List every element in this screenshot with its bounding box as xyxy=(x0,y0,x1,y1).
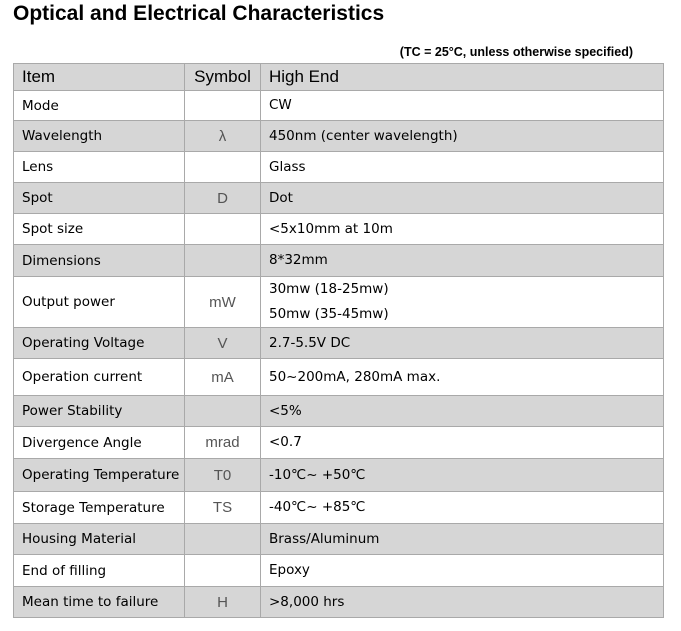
cell-symbol: λ xyxy=(185,121,261,152)
table-row xyxy=(14,492,664,524)
cell-symbol xyxy=(185,214,261,245)
table-row xyxy=(14,427,664,459)
cell-symbol: T0 xyxy=(185,459,261,492)
cell-value-line: <5x10mm at 10m xyxy=(269,220,393,237)
cell-symbol: V xyxy=(185,328,261,359)
table-row xyxy=(14,524,664,555)
cell-value xyxy=(261,152,664,183)
cell-value xyxy=(261,427,664,459)
cell-value-line: Glass xyxy=(269,158,306,175)
cell-value-line: Dot xyxy=(269,189,293,206)
cell-value xyxy=(261,359,664,396)
cell-item: End of filling xyxy=(14,555,185,587)
table-row xyxy=(14,459,664,492)
table-row xyxy=(14,152,664,183)
cell-symbol xyxy=(185,524,261,555)
cell-symbol: mA xyxy=(185,359,261,396)
cell-symbol xyxy=(185,91,261,121)
cell-value xyxy=(261,587,664,618)
cell-symbol xyxy=(185,152,261,183)
cell-item: Spot xyxy=(14,183,185,214)
cell-value xyxy=(261,555,664,587)
table-row xyxy=(14,214,664,245)
table-row xyxy=(14,555,664,587)
cell-item: Dimensions xyxy=(14,245,185,277)
cell-value-line: >8,000 hrs xyxy=(269,593,345,610)
cell-item: Operating Temperature xyxy=(14,459,185,492)
cell-item: Power Stability xyxy=(14,396,185,427)
cell-symbol: D xyxy=(185,183,261,214)
cell-value-line: <5% xyxy=(269,402,302,419)
cell-item: Mode xyxy=(14,91,185,121)
cell-value-line: 50~200mA, 280mA max. xyxy=(269,368,441,385)
cell-item: Wavelength xyxy=(14,121,185,152)
cell-item: Operating Voltage xyxy=(14,328,185,359)
cell-symbol xyxy=(185,245,261,277)
table-row xyxy=(14,277,664,328)
table-row xyxy=(14,245,664,277)
cell-item: Lens xyxy=(14,152,185,183)
table-body xyxy=(14,91,664,618)
cell-value-line: Epoxy xyxy=(269,562,310,578)
header-symbol: Symbol xyxy=(185,64,261,91)
cell-item: Mean time to failure xyxy=(14,587,185,618)
header-item: Item xyxy=(14,64,185,91)
cell-value-line: 50mw (35-45mw) xyxy=(269,306,389,322)
cell-value-line: 2.7-5.5V DC xyxy=(269,334,351,351)
cell-value xyxy=(261,492,664,524)
cell-item: Operation current xyxy=(14,359,185,396)
header-value: High End xyxy=(261,64,664,91)
cell-value xyxy=(261,91,664,121)
cell-value-line: 450nm (center wavelength) xyxy=(269,127,458,144)
page-title: Optical and Electrical Characteristics xyxy=(13,2,385,25)
cell-value xyxy=(261,245,664,277)
cell-value xyxy=(261,183,664,214)
cell-symbol: TS xyxy=(185,492,261,524)
cell-symbol: H xyxy=(185,587,261,618)
cell-value-line: CW xyxy=(269,97,292,113)
cell-value xyxy=(261,121,664,152)
cell-value-line: -10℃~ +50℃ xyxy=(269,466,366,483)
cell-symbol: mrad xyxy=(185,427,261,459)
cell-value-line: Brass/Aluminum xyxy=(269,530,380,547)
cell-value-line: 8*32mm xyxy=(269,252,328,268)
table-row xyxy=(14,396,664,427)
cell-value xyxy=(261,396,664,427)
cell-value-line: -40℃~ +85℃ xyxy=(269,499,366,515)
cell-symbol: mW xyxy=(185,277,261,328)
cell-symbol xyxy=(185,396,261,427)
characteristics-table xyxy=(13,63,664,618)
cell-value xyxy=(261,524,664,555)
table-row xyxy=(14,328,664,359)
cell-value xyxy=(261,328,664,359)
test-conditions-note: (TC = 25°C, unless otherwise specified) xyxy=(399,45,633,59)
cell-value xyxy=(261,214,664,245)
cell-item: Storage Temperature xyxy=(14,492,185,524)
cell-item: Housing Material xyxy=(14,524,185,555)
cell-value xyxy=(261,459,664,492)
table-row xyxy=(14,91,664,121)
cell-item: Output power xyxy=(14,277,185,328)
table-row xyxy=(14,587,664,618)
cell-value xyxy=(261,277,664,328)
cell-item: Divergence Angle xyxy=(14,427,185,459)
cell-item: Spot size xyxy=(14,214,185,245)
table-header-row xyxy=(14,64,664,91)
table-row xyxy=(14,183,664,214)
cell-symbol xyxy=(185,555,261,587)
cell-value-line: <0.7 xyxy=(269,434,302,450)
table-row xyxy=(14,359,664,396)
cell-value-line: 30mw (18-25mw) xyxy=(269,281,389,297)
table-row xyxy=(14,121,664,152)
